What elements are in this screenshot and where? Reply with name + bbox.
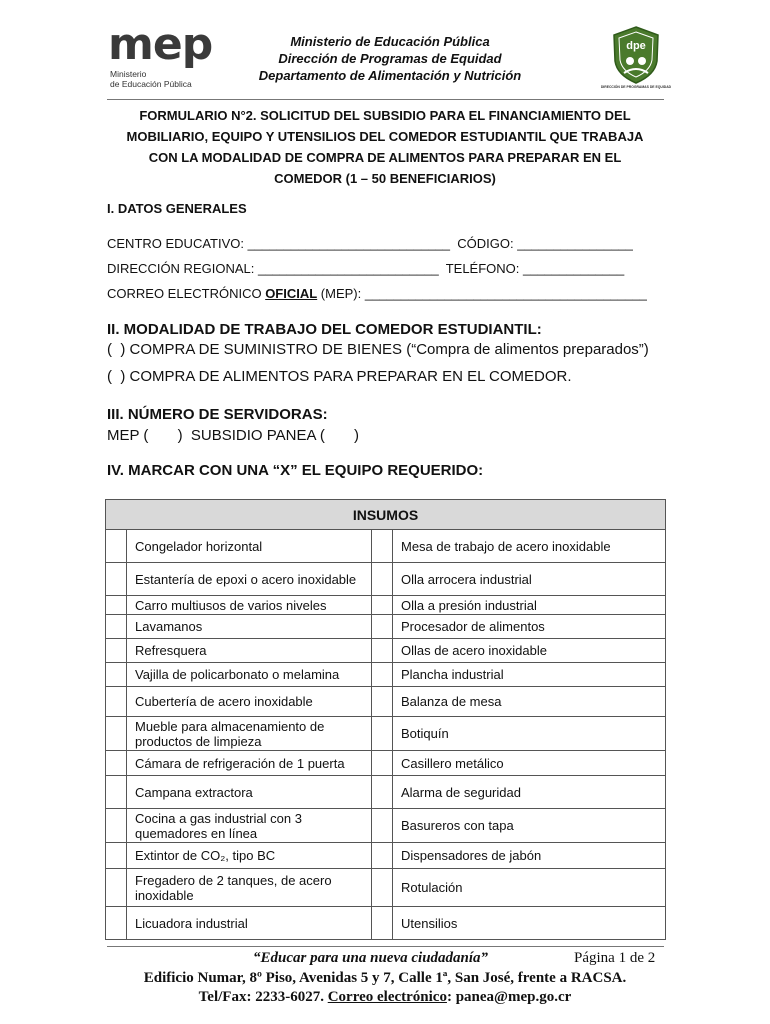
table-row — [106, 563, 666, 596]
item-right: Rotulación — [393, 869, 666, 907]
table-row — [106, 843, 666, 869]
table-row — [106, 751, 666, 776]
direccion-regional-field[interactable]: DIRECCIÓN REGIONAL: _________________________ TELÉFONO: ______________ — [107, 261, 625, 276]
checkbox-cell[interactable] — [106, 687, 127, 717]
footer-motto: “Educar para una nueva ciudadanía” — [253, 950, 489, 966]
footer-tel: Tel/Fax: 2233-6027. — [198, 989, 328, 1005]
checkbox-cell[interactable] — [106, 615, 127, 639]
checkbox-cell[interactable] — [372, 869, 393, 907]
item-left: Extintor de CO₂, tipo BC — [127, 843, 372, 869]
footer-address: Edificio Numar, 8º Piso, Avenidas 5 y 7, Calle 1ª, San José, frente a RACSA. — [143, 970, 627, 986]
section-2-heading: II. MODALIDAD DE TRABAJO DEL COMEDOR ESTUDIANTIL: — [107, 321, 542, 338]
item-left: Cámara de refrigeración de 1 puerta — [127, 751, 372, 776]
page-number: Página 1 de 2 — [574, 950, 656, 966]
correo-oficial-label: OFICIAL — [265, 286, 318, 301]
insumos-table — [105, 499, 666, 940]
checkbox-cell[interactable] — [106, 639, 127, 663]
footer-contact — [0, 987, 770, 1007]
header-ministry: Ministerio de Educación Pública — [290, 34, 490, 49]
item-right: Alarma de seguridad — [393, 776, 666, 809]
item-right: Plancha industrial — [393, 663, 666, 687]
centro-educativo-field[interactable]: CENTRO EDUCATIVO: ____________________________ CÓDIGO: ________________ — [107, 236, 633, 251]
table-row — [106, 615, 666, 639]
checkbox-cell[interactable] — [372, 776, 393, 809]
section-3-heading: III. NÚMERO DE SERVIDORAS: — [107, 406, 328, 423]
table-row — [106, 907, 666, 940]
modalidad-option-suministro[interactable]: ( ) COMPRA DE SUMINISTRO DE BIENES (“Compra de alimentos preparados”) — [107, 341, 649, 358]
table-row — [106, 687, 666, 717]
insumos-header: INSUMOS — [106, 500, 666, 530]
footer-email[interactable]: : panea@mep.go.cr — [446, 989, 572, 1005]
table-row — [106, 663, 666, 687]
checkbox-cell[interactable] — [372, 563, 393, 596]
header-divider — [107, 99, 664, 100]
mep-logo — [108, 19, 213, 89]
item-left: Campana extractora — [127, 776, 372, 809]
table-row — [106, 776, 666, 809]
table-row — [106, 596, 666, 615]
section-4-heading: IV. MARCAR CON UNA “X” EL EQUIPO REQUERIDO: — [107, 462, 484, 479]
table-row — [106, 530, 666, 563]
checkbox-cell[interactable] — [106, 596, 127, 615]
header-department: Departamento de Alimentación y Nutrición — [258, 68, 522, 83]
item-left: Cocina a gas industrial con 3 quemadores en línea — [127, 809, 372, 843]
checkbox-cell[interactable] — [372, 907, 393, 940]
item-right: Dispensadores de jabón — [393, 843, 666, 869]
dpe-logo-caption: DIRECCIÓN DE PROGRAMAS DE EQUIDAD — [600, 85, 672, 89]
mep-logo-caption-1: Ministerio — [110, 69, 147, 79]
table-row — [106, 639, 666, 663]
form-title-line-2: MOBILIARIO, EQUIPO Y UTENSILIOS DEL COMEDOR ESTUDIANTIL QUE TRABAJA — [126, 129, 644, 144]
item-left: Refresquera — [127, 639, 372, 663]
header-direction: Dirección de Programas de Equidad — [278, 51, 502, 66]
checkbox-cell[interactable] — [372, 615, 393, 639]
item-left: Licuadora industrial — [127, 907, 372, 940]
mep-logo-caption — [110, 70, 192, 89]
item-left: Estantería de epoxi o acero inoxidable — [127, 563, 372, 596]
checkbox-cell[interactable] — [372, 663, 393, 687]
item-right: Olla arrocera industrial — [393, 563, 666, 596]
checkbox-cell[interactable] — [372, 596, 393, 615]
item-right: Basureros con tapa — [393, 809, 666, 843]
checkbox-cell[interactable] — [106, 563, 127, 596]
item-left: Fregadero de 2 tanques, de acero inoxidable — [127, 869, 372, 907]
correo-field[interactable] — [107, 286, 647, 301]
checkbox-cell[interactable] — [106, 751, 127, 776]
item-left: Lavamanos — [127, 615, 372, 639]
item-left: Mueble para almacenamiento de productos de limpieza — [127, 717, 372, 751]
checkbox-cell[interactable] — [106, 843, 127, 869]
table-row — [106, 809, 666, 843]
item-right: Balanza de mesa — [393, 687, 666, 717]
table-row — [106, 869, 666, 907]
checkbox-cell[interactable] — [106, 809, 127, 843]
checkbox-cell[interactable] — [106, 776, 127, 809]
form-title-line-3: CON LA MODALIDAD DE COMPRA DE ALIMENTOS PARA PREPARAR EN EL — [148, 150, 622, 165]
footer-divider — [107, 946, 664, 947]
checkbox-cell[interactable] — [372, 809, 393, 843]
checkbox-cell[interactable] — [106, 530, 127, 563]
servidoras-line[interactable]: MEP ( ) SUBSIDIO PANEA ( ) — [107, 427, 359, 444]
form-title-line-4: COMEDOR (1 – 50 BENEFICIARIOS) — [274, 171, 496, 186]
correo-blank: (MEP): _______________________________________ — [317, 286, 647, 301]
checkbox-cell[interactable] — [106, 869, 127, 907]
checkbox-cell[interactable] — [372, 751, 393, 776]
checkbox-cell[interactable] — [372, 843, 393, 869]
item-right: Casillero metálico — [393, 751, 666, 776]
form-title-line-1: FORMULARIO N°2. SOLICITUD DEL SUBSIDIO PARA EL FINANCIAMIENTO DEL — [139, 108, 631, 123]
form-title — [100, 105, 670, 189]
dpe-shield-logo — [600, 25, 672, 90]
checkbox-cell[interactable] — [372, 717, 393, 751]
item-left: Carro multiusos de varios niveles — [127, 596, 372, 615]
item-right: Utensilios — [393, 907, 666, 940]
mep-logo-caption-2: de Educación Pública — [110, 78, 192, 89]
checkbox-cell[interactable] — [372, 639, 393, 663]
checkbox-cell[interactable] — [372, 530, 393, 563]
dpe-logo-word: dpe — [626, 40, 646, 52]
item-left: Congelador horizontal — [127, 530, 372, 563]
table-row — [106, 717, 666, 751]
item-right: Olla a presión industrial — [393, 596, 666, 615]
item-right: Ollas de acero inoxidable — [393, 639, 666, 663]
item-right: Mesa de trabajo de acero inoxidable — [393, 530, 666, 563]
checkbox-cell[interactable] — [106, 907, 127, 940]
item-left: Cubertería de acero inoxidable — [127, 687, 372, 717]
item-right: Botiquín — [393, 717, 666, 751]
mep-logo-word: mep — [108, 19, 213, 70]
correo-label: CORREO ELECTRÓNICO — [107, 286, 266, 301]
checkbox-cell[interactable] — [372, 687, 393, 717]
checkbox-cell[interactable] — [106, 717, 127, 751]
item-left: Vajilla de policarbonato o melamina — [127, 663, 372, 687]
modalidad-option-alimentos[interactable]: ( ) COMPRA DE ALIMENTOS PARA PREPARAR EN EL COMEDOR. — [107, 368, 572, 385]
item-right: Procesador de alimentos — [393, 615, 666, 639]
checkbox-cell[interactable] — [106, 663, 127, 687]
section-1-heading: I. DATOS GENERALES — [107, 201, 247, 216]
footer-email-label: Correo electrónico — [327, 989, 447, 1005]
